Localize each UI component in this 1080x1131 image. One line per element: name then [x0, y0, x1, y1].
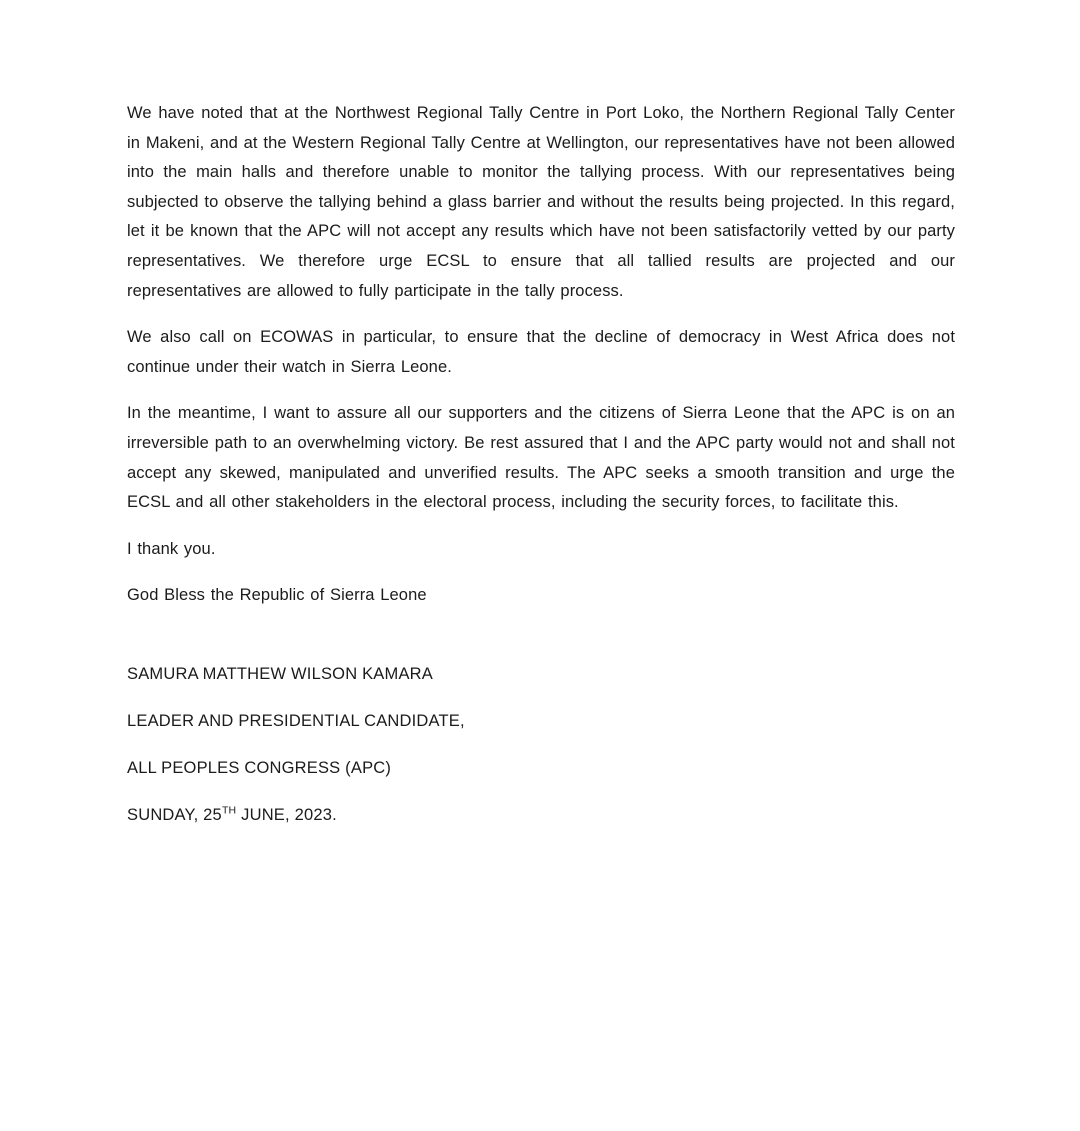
signature-party: ALL PEOPLES CONGRESS (APC) [127, 759, 392, 778]
statement-body [127, 99, 955, 611]
paragraph-ecowas: We also call on ECOWAS in particular, to ensure that the decline of democracy in West Africa does not continue under their watch in Sierra Leone. [127, 328, 955, 376]
date-ordinal-superscript: TH [221, 804, 237, 817]
signature-name: SAMURA MATTHEW WILSON KAMARA [127, 664, 433, 683]
signature-date [127, 801, 955, 831]
signature-title: LEADER AND PRESIDENTIAL CANDIDATE, [127, 712, 465, 730]
paragraph-tally-centres: We have noted that at the Northwest Regional Tally Centre in Port Loko, the Northern Regional Tally Center in Makeni, and at the Western Regional Tally Centre at Wellington, our representatives have not been allowed into the main halls and therefore unable to monitor the tallying process. With our representatives being subjected to observe the tallying behind a glass barrier and without the results being projected. In this regard, let it be known that the APC will not accept any results which have not been satisfactorily vetted by our party representatives. We therefore urge ECSL to ensure that all tallied results are projected and our representatives are allowed to fully participate in the tally process. [127, 104, 955, 300]
signature-block [127, 660, 955, 831]
paragraph-thanks: I thank you. [127, 539, 216, 558]
date-suffix: JUNE, 2023. [236, 806, 337, 825]
paragraph-assurance: In the meantime, I want to assure all our supporters and the citizens of Sierra Leone that the APC is on an irreversible path to an overwhelming victory. Be rest assured that I and the APC party would not and shall not accept any skewed, manipulated and unverified results. The APC seeks a smooth transition and urge the ECSL and all other stakeholders in the electoral process, including the security forces, to facilitate this. [127, 404, 955, 512]
date-prefix: SUNDAY, 25 [127, 806, 222, 825]
paragraph-blessing: God Bless the Republic of Sierra Leone [127, 586, 427, 605]
